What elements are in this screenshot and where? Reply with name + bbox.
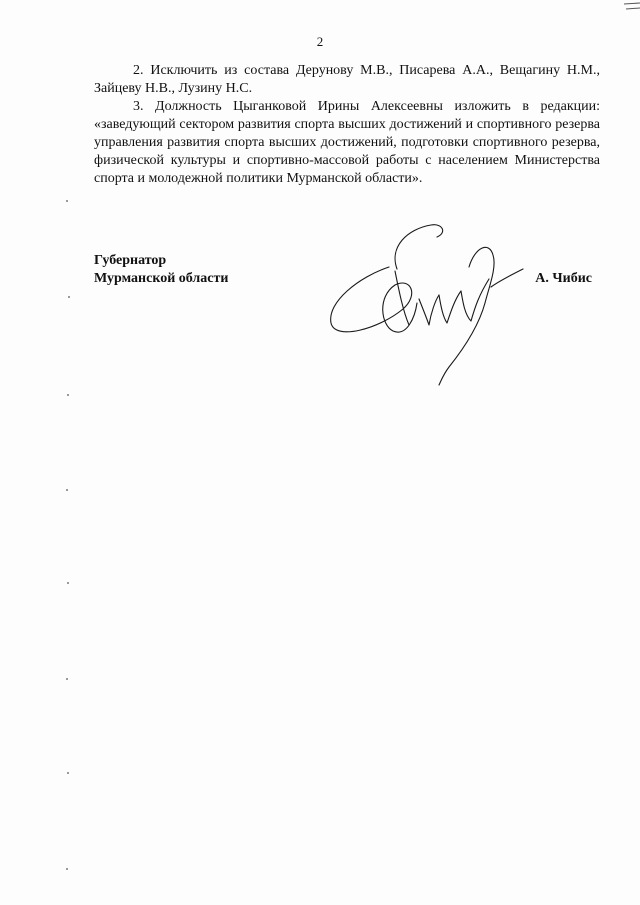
handwritten-signature [319, 207, 529, 387]
signer-name: А. Чибис [535, 271, 592, 286]
scan-dot [68, 296, 70, 298]
signer-position [94, 252, 228, 288]
scan-dot [66, 678, 68, 680]
page-number: 2 [316, 34, 324, 49]
scan-edge-mark [620, 0, 640, 14]
scan-dot [66, 868, 68, 870]
item-3-paragraph: 3. Должность Цыганковой Ирины Алексеевны изложить в редакции: «заведующий сектором развития спорта высших достижений и спортивного резерва управления развития спорта высших достижений, подготовки спортивного резерва, физической культуры и спортивно-массовой работы с населением Министерства спорта и молодежной политики Мурманской области». [94, 99, 600, 186]
item-2-paragraph: 2. Исключить из состава Дерунову М.В., Писарева А.А., Вещагину Н.М., Зайцеву Н.В., Лузину Н.С. [94, 63, 600, 96]
signature-block [94, 252, 600, 392]
scan-dot [66, 200, 68, 202]
scan-dot [67, 772, 69, 774]
position-line-2: Мурманской области [94, 271, 229, 286]
scan-dot [66, 489, 68, 491]
document-body [94, 62, 600, 188]
position-line-1: Губернатор [94, 253, 167, 268]
scan-dot [67, 394, 69, 396]
scan-dot [67, 582, 69, 584]
